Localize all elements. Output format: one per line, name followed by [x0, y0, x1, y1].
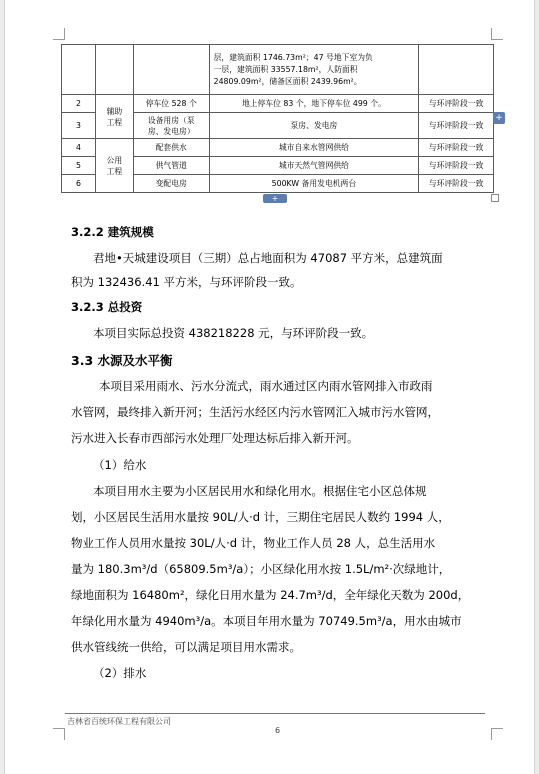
footer-rule — [65, 713, 485, 714]
cell-content: 城市自来水管网供给 — [209, 139, 419, 157]
paragraph-line: 本项目用水主要为小区居民用水和绿化用水。根据住宅小区总体规 — [93, 484, 427, 498]
footer-company: 吉林省百统环保工程有限公司 — [67, 717, 171, 726]
cell-no: 2 — [62, 95, 96, 113]
content-line: 一层，建筑面积 33557.18m²，人防面积 — [213, 64, 358, 74]
paragraph-line: 本项目采用雨水、污水分流式，雨水通过区内雨水管网排入市政雨 — [99, 379, 433, 393]
table-row — [62, 45, 494, 95]
paragraph-line: 污水进入长春市西部污水处理厂处理达标后排入新开河。 — [71, 431, 359, 445]
cell-item: 停车位 528 个 — [133, 95, 209, 113]
cell-category-public — [95, 139, 133, 193]
paragraph-line: 年绿化用水量为 4940m³/a。本项目年用水量为 70749.5m³/a，用水由城市 — [71, 614, 462, 628]
paragraph-line: 水管网，最终排入新开河；生活污水经区内污水管网汇入城市污水管网， — [71, 405, 439, 419]
category-line: 工程 — [106, 117, 123, 127]
cell-status: 与环评阶段一致 — [419, 157, 494, 175]
category-line: 辅助 — [106, 106, 123, 116]
subsection-heading-water-supply: （1）给水 — [93, 458, 147, 472]
table-resize-handle[interactable] — [491, 194, 499, 202]
paragraph-line: 供水管线统一供给，可以满足项目用水需求。 — [71, 640, 301, 654]
subsection-heading-drainage: （2）排水 — [93, 666, 147, 680]
paragraph-line: 绿地面积为 16480m²，绿化日用水量为 24.7m³/d，全年绿化天数为 200d， — [71, 588, 470, 602]
cell-category-auxiliary — [95, 95, 133, 139]
content-line: 层，建筑面积 1746.73m²；47 号地下室为负 — [213, 52, 373, 62]
crop-mark-bottom-left — [53, 728, 65, 740]
category-line: 工程 — [106, 166, 123, 176]
paragraph-line: 量为 180.3m³/d（65809.5m³/a）；小区绿化用水按 1.5L/m²·次绿地计， — [71, 562, 451, 576]
paragraph-line: 物业工作人员用水量按 30L/人·d 计，物业工作人员 28 人，总生活用水 — [71, 536, 436, 550]
cell-no: 5 — [62, 157, 96, 175]
paragraph-line: 划，小区居民生活用水量按 90L/人·d 计，三期住宅居民人数约 1994 人， — [71, 510, 450, 524]
cell-content — [209, 45, 419, 95]
cell-content: 泵房、发电房 — [209, 113, 419, 139]
section-heading-3-2-2: 3.2.2 建筑规模 — [71, 225, 154, 239]
cell-no: 4 — [62, 139, 96, 157]
item-line: 设备用房（泵 — [147, 115, 195, 125]
cell-item — [133, 45, 209, 95]
section-heading-3-3: 3.3 水源及水平衡 — [71, 353, 173, 368]
cell-item: 配套供水 — [133, 139, 209, 157]
crop-mark-top-right — [491, 28, 503, 40]
cell-status: 与环评阶段一致 — [419, 113, 494, 139]
cell-item: 供气管道 — [133, 157, 209, 175]
cell-item: 变配电房 — [133, 175, 209, 193]
cell-category — [95, 45, 133, 95]
paragraph-line: 君地•天城建设项目（三期）总占地面积为 47087 平方米，总建筑面 — [93, 251, 443, 265]
cell-status — [419, 45, 494, 95]
cell-status: 与环评阶段一致 — [419, 175, 494, 193]
cell-content: 城市天然气管网供给 — [209, 157, 419, 175]
table-add-column-icon[interactable]: + — [493, 112, 505, 124]
paragraph-line: 本项目实际总投资 438218228 元，与环评阶段一致。 — [93, 326, 374, 340]
paragraph-line: 积为 132436.41 平方米，与环评阶段一致。 — [71, 275, 302, 289]
cell-no: 6 — [62, 175, 96, 193]
cell-status: 与环评阶段一致 — [419, 95, 494, 113]
cell-status: 与环评阶段一致 — [419, 139, 494, 157]
content-line: 24809.09m²，储备区面积 2439.96m²。 — [213, 76, 362, 86]
cell-no — [62, 45, 96, 95]
page-number: 6 — [275, 726, 281, 735]
project-composition-table — [61, 44, 494, 193]
crop-mark-top-left — [53, 28, 65, 40]
table-add-row-icon[interactable]: + — [263, 194, 287, 203]
document-page — [4, 0, 535, 774]
category-line: 公用 — [106, 155, 123, 165]
section-heading-3-2-3: 3.2.3 总投资 — [71, 300, 143, 314]
cell-content: 地上停车位 83 个，地下停车位 499 个。 — [209, 95, 419, 113]
cell-content: 500KW 备用发电机两台 — [209, 175, 419, 193]
table-row — [62, 95, 494, 113]
crop-mark-bottom-right — [491, 728, 503, 740]
item-line: 房、发电房） — [147, 126, 195, 136]
cell-no: 3 — [62, 113, 96, 139]
cell-item — [133, 113, 209, 139]
table-row — [62, 139, 494, 157]
